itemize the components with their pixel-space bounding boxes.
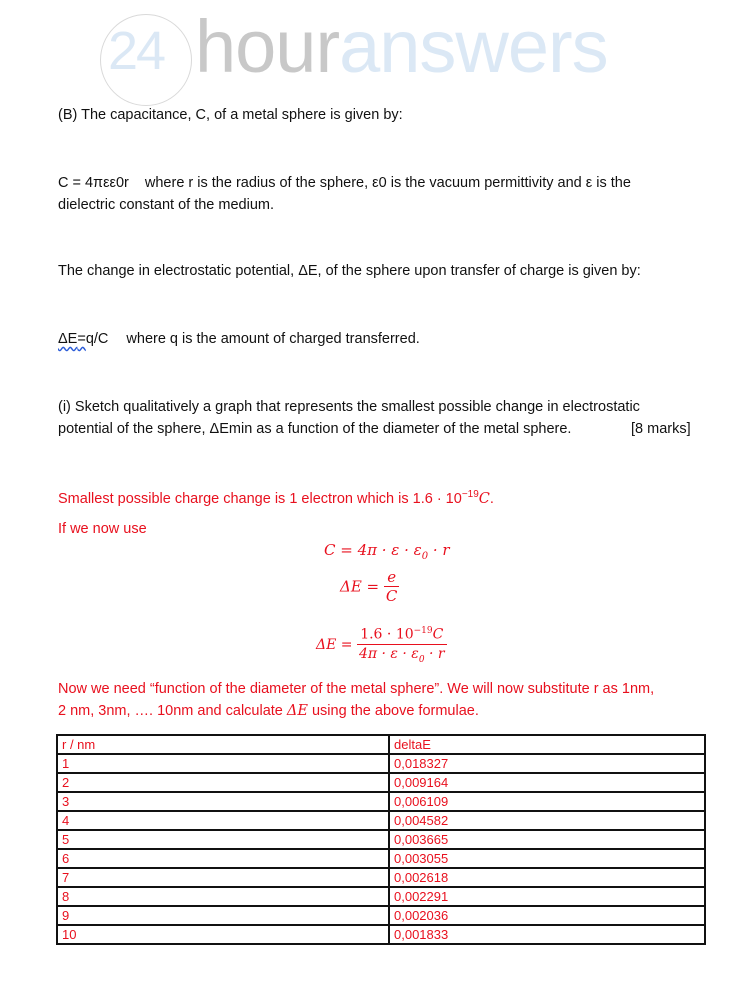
eq3-den-end: · r [424,645,445,662]
question-intro: (B) The capacitance, C, of a metal sphere is given by: [58,107,403,123]
capacitance-line [58,172,631,194]
cell-deltae: 0,002291 [389,887,705,906]
table-header-deltae: deltaE [389,735,705,754]
cell-r: 7 [57,868,389,887]
potential-description: where q is the amount of charged transferred. [126,331,420,347]
now-line2-b: using the above formulae. [307,703,479,719]
capacitance-formula: C = 4πεε0r [58,175,129,191]
results-table [56,734,706,945]
logo-wordmark [195,4,608,89]
table-row [57,887,705,906]
table-row [57,830,705,849]
eq1-subscript: 0 [421,551,429,562]
eq1-end: · r [428,541,450,559]
smallest-charge-exponent: −19 [461,489,479,500]
smallest-charge-text [58,484,494,510]
smallest-charge-unit: C [478,490,490,507]
table-row [57,849,705,868]
eq3-num-unit: C [432,626,444,643]
eq3-numerator [357,622,447,645]
potential-intro: The change in electrostatic potential, ΔE, of the sphere upon transfer of charge is given by: [58,263,641,279]
eq2-lhs: ΔE = [340,577,380,596]
eq3-den-subscript: 0 [418,654,425,665]
potential-formula-rhs: q/C [85,331,109,347]
cell-r: 2 [57,773,389,792]
cell-r: 4 [57,811,389,830]
table-row [57,906,705,925]
table-row [57,811,705,830]
table-header-r: r / nm [57,735,389,754]
cell-deltae: 0,004582 [389,811,705,830]
cell-deltae: 0,002036 [389,906,705,925]
cell-deltae: 0,009164 [389,773,705,792]
logo-number: 24 [108,21,165,81]
now-line2-math: ΔE [286,703,308,719]
capacitance-description-cont: dielectric constant of the medium. [58,197,274,213]
cell-r: 9 [57,906,389,925]
eq3-fraction [357,622,447,668]
equation-capacitance [324,541,450,562]
site-logo [100,5,640,88]
cell-deltae: 0,002618 [389,868,705,887]
cell-r: 1 [57,754,389,773]
smallest-charge-value: Smallest possible charge change is 1 electron which is 1.6 · 10 [58,490,462,507]
now-line2 [58,700,479,722]
cell-r: 6 [57,849,389,868]
if-we-use-text: If we now use [58,521,147,537]
cell-r: 3 [57,792,389,811]
table-row [57,754,705,773]
part-i-line2: potential of the sphere, ΔEmin as a function of the diameter of the metal sphere. [58,421,572,437]
capacitance-description: where r is the radius of the sphere, ε0 is the vacuum permittivity and ε is the [144,175,631,191]
smallest-charge-period: . [489,490,494,507]
table-header-row [57,735,705,754]
logo-word-answers: answers [339,5,608,88]
eq3-lhs: ΔE = [316,637,353,654]
logo-word-hour: hour [195,5,340,88]
marks-label: [8 marks] [631,421,691,437]
table-row [57,925,705,944]
table-row [57,792,705,811]
eq2-numerator: e [384,568,399,587]
eq3-num-value: 1.6 · 10 [360,626,414,643]
cell-r: 5 [57,830,389,849]
table-row [57,773,705,792]
table-row [57,868,705,887]
part-i-line1: (i) Sketch qualitatively a graph that represents the smallest possible change in electrostatic [58,399,640,415]
potential-formula-eq: = [77,331,86,347]
eq3-denominator [357,645,447,669]
eq2-fraction [384,568,399,605]
eq3-num-exponent: −19 [413,626,433,636]
equation-delta-e [340,568,399,605]
now-line1: Now we need “function of the diameter of the metal sphere”. We will now substitute r as 1nm, [58,681,655,697]
cell-deltae: 0,003665 [389,830,705,849]
cell-deltae: 0,001833 [389,925,705,944]
now-line2-a: 2 nm, 3nm, …. 10nm and calculate [58,703,287,719]
potential-formula-lhs: ΔE [58,331,78,347]
cell-deltae: 0,003055 [389,849,705,868]
equation-delta-e-numeric [316,622,447,668]
eq1-main: C = 4π · ε · ε [324,541,422,559]
eq2-denominator: C [385,587,398,605]
cell-deltae: 0,006109 [389,792,705,811]
cell-r: 10 [57,925,389,944]
cell-r: 8 [57,887,389,906]
potential-formula-line [58,328,420,350]
eq3-den-main: 4π · ε · ε [358,645,419,662]
cell-deltae: 0,018327 [389,754,705,773]
